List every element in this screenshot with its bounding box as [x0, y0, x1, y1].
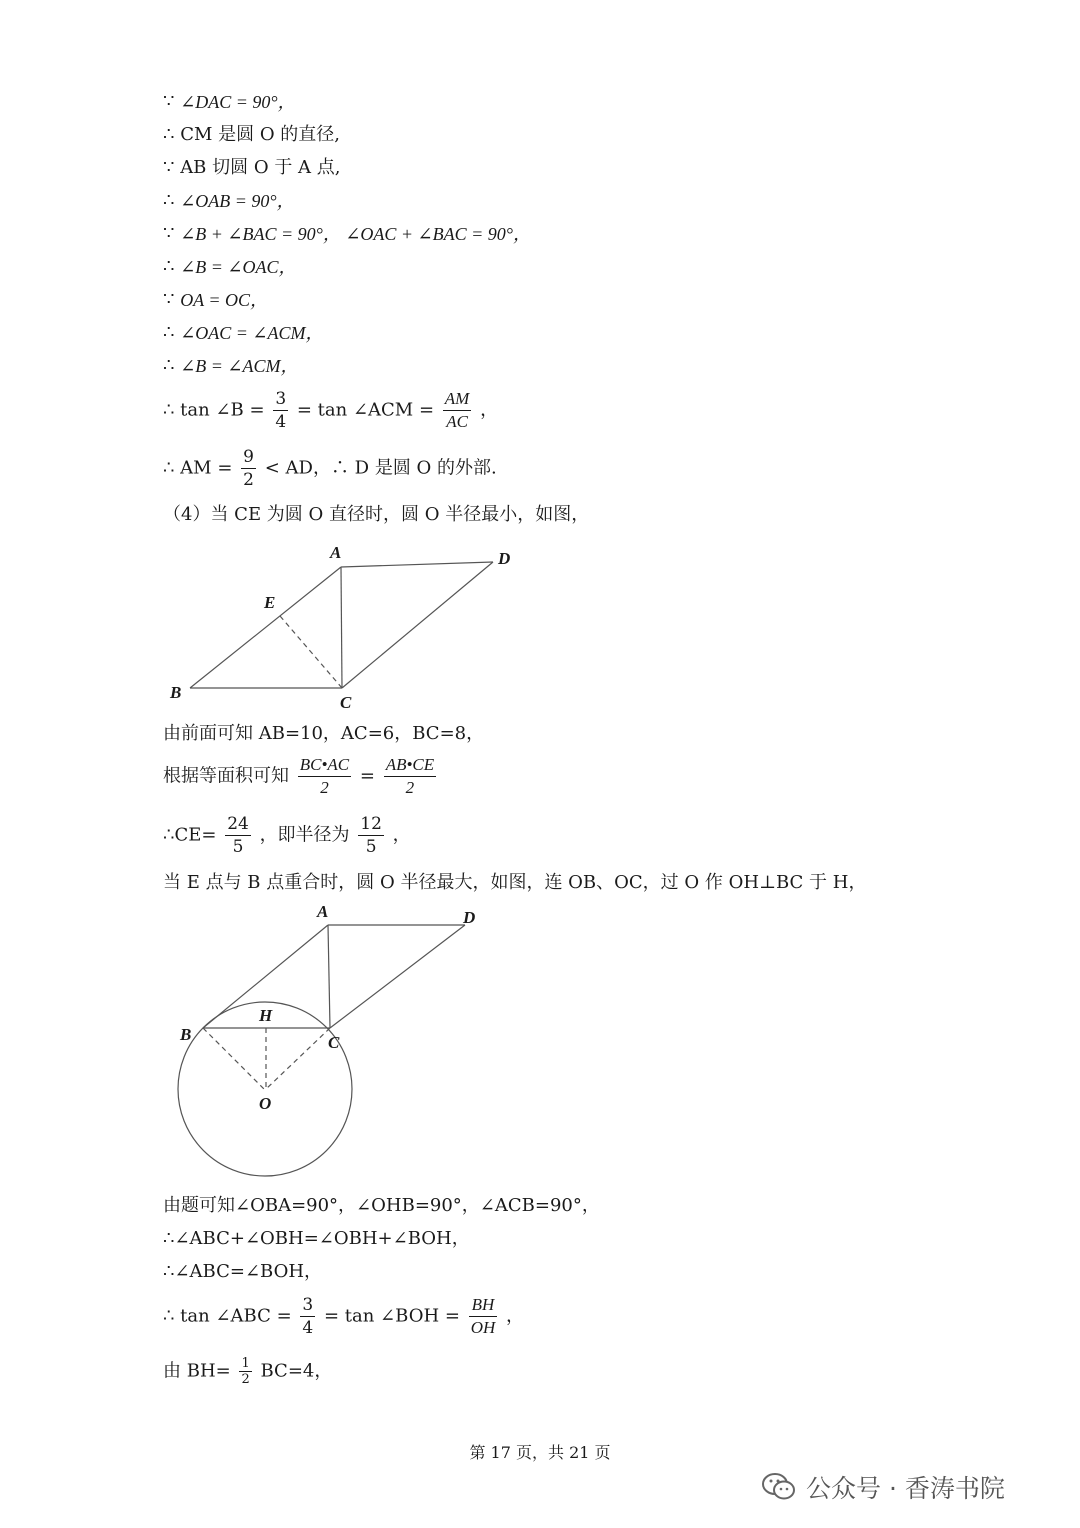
watermark-text: 公众号 · 香涛书院 — [806, 1474, 1005, 1503]
fraction-bcac: $\frac{BC•AC}{2}$ — [299, 755, 350, 797]
max-radius-line: 当 E 点与 B 点重合时，圆 O 半径最大，如图，连 OB、OC，过 O 作 OH⊥BC 于 H， — [163, 872, 867, 893]
known-lengths: 由前面可知 AB=10，AC=6，BC=8， — [163, 723, 485, 744]
part4-heading: （4）当 CE 为圆 O 直径时，圆 O 半径最小，如图， — [163, 504, 590, 525]
am-equation: ∴ AM = $\frac{9}{2}$ < AD，∴ D 是圆 O 的外部. — [163, 447, 497, 490]
watermark — [762, 1470, 1005, 1504]
fraction-24-5: $\frac{24}{5}$ — [227, 814, 249, 857]
line-2: ∴ CM 是圆 O 的直径, — [163, 124, 341, 145]
line-5: ∵ ∠B + ∠BAC = 90°， ∠OAC + ∠BAC = 90°， — [163, 223, 531, 244]
label-A: A — [317, 902, 329, 921]
fraction-1-2: $\frac{1}{2}$ — [241, 1356, 250, 1387]
label-D: D — [498, 549, 511, 568]
label-B: B — [180, 1025, 192, 1044]
fraction-3-4: $\frac{3}{4}$ — [275, 389, 287, 432]
angle-equal: ∴∠ABC=∠BOH， — [163, 1261, 323, 1282]
ce-equation: ∴CE= $\frac{24}{5}$ ，即半径为 $\frac{12}{5}$ ， — [163, 814, 411, 857]
figure-1-parallelogram — [160, 540, 540, 720]
line-4: ∴ ∠OAB = 90°， — [163, 190, 295, 211]
given-angles: 由题可知∠OBA=90°，∠OHB=90°，∠ACB=90°， — [163, 1195, 600, 1216]
label-D: D — [463, 908, 476, 927]
angle-sum: ∴∠ABC+∠OBH=∠OBH+∠BOH， — [163, 1228, 470, 1249]
page-footer: 第 17 页，共 21 页 — [469, 1443, 611, 1462]
line-6: ∴ ∠B = ∠OAC， — [163, 256, 297, 277]
line-9: ∴ ∠B = ∠ACM， — [163, 355, 299, 376]
fraction-bh-oh: $\frac{BH}{OH}$ — [470, 1295, 496, 1337]
line-3: ∵ AB 切圆 O 于 A 点, — [163, 157, 341, 178]
label-H: H — [259, 1006, 273, 1025]
fraction-abce: $\frac{AB•CE}{2}$ — [385, 755, 435, 797]
fraction-3-4-b: $\frac{3}{4}$ — [302, 1295, 314, 1338]
area-equation: 根据等面积可知 $\frac{BC•AC}{2}$ = $\frac{AB•CE}{2}$ — [163, 755, 435, 797]
fraction-12-5: $\frac{12}{5}$ — [360, 814, 382, 857]
figure-2-circle — [160, 900, 500, 1190]
line-1: ∵ ∠DAC = 90°， — [163, 91, 296, 112]
label-A: A — [330, 543, 342, 562]
tan-equation: ∴ tan ∠B = $\frac{3}{4}$ = tan ∠ACM = $\frac{AM}{AC}$ ， — [163, 389, 499, 432]
line-7: ∵ OA = OC， — [163, 289, 269, 310]
bh-equation: 由 BH= $\frac{1}{2}$ BC=4， — [163, 1356, 333, 1387]
label-O: O — [259, 1094, 272, 1113]
fraction-am-ac: $\frac{AM}{AC}$ — [444, 389, 470, 431]
label-E: E — [264, 593, 276, 612]
wechat-icon — [762, 1472, 796, 1502]
tan2-equation: ∴ tan ∠ABC = $\frac{3}{4}$ = tan ∠BOH = $\frac{BH}{OH}$ ， — [163, 1295, 524, 1338]
fraction-9-2: $\frac{9}{2}$ — [243, 447, 254, 490]
line-8: ∴ ∠OAC = ∠ACM， — [163, 322, 324, 343]
label-C: C — [328, 1033, 340, 1052]
label-B: B — [170, 683, 182, 702]
label-C: C — [340, 693, 352, 712]
